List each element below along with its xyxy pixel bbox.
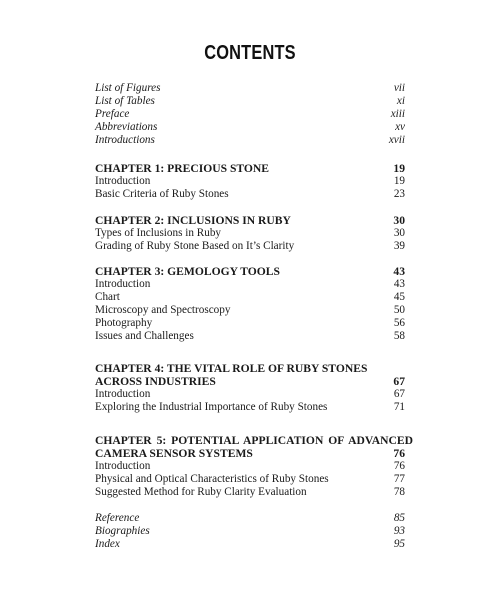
toc-entry-label: Grading of Ruby Stone Based on It’s Clarity — [95, 240, 295, 253]
toc-entry — [95, 317, 405, 330]
toc-entry-page: 45 — [393, 291, 405, 304]
toc-entry-label: Index — [95, 538, 120, 551]
toc-entry — [95, 240, 405, 253]
chapter-heading — [95, 162, 405, 175]
toc-entry — [95, 304, 405, 317]
toc-entry — [95, 121, 405, 134]
toc-entry-page: vii — [393, 82, 405, 94]
toc-entry-page: 85 — [393, 512, 405, 524]
toc-entry — [95, 486, 405, 499]
toc-entry-label: Basic Criteria of Ruby Stones — [95, 188, 229, 201]
toc-entry-label: Abbreviations — [95, 121, 158, 134]
toc-entry-page: 30 — [393, 227, 405, 240]
toc-entry-page: xiii — [390, 108, 405, 121]
chapter-page: 43 — [393, 265, 405, 278]
chapter-title: CHAPTER 4: THE VITAL ROLE OF RUBY STONES — [95, 362, 368, 375]
chapter-2-block — [95, 214, 405, 253]
chapter-heading-line-1 — [95, 362, 405, 375]
toc-entry-page: 71 — [393, 401, 405, 414]
toc-entry — [95, 388, 405, 401]
toc-entry-label: Biographies — [95, 525, 150, 538]
chapter-page: 19 — [393, 162, 405, 175]
toc-entry-label: Chart — [95, 291, 120, 304]
front-matter-list — [95, 82, 405, 147]
chapter-title: ACROSS INDUSTRIES — [95, 375, 216, 389]
chapter-heading — [95, 214, 405, 227]
toc-entry — [95, 401, 405, 414]
toc-entry — [95, 82, 405, 95]
toc-entry-page: 43 — [393, 278, 405, 291]
toc-entry — [95, 227, 405, 240]
toc-entry — [95, 330, 405, 343]
toc-entry — [95, 188, 405, 201]
chapter-4-block — [95, 362, 405, 414]
toc-entry-label: Photography — [95, 317, 153, 330]
chapter-title: CHAPTER 1: PRECIOUS STONE — [95, 162, 270, 175]
toc-entry-label: Suggested Method for Ruby Clarity Evaluation — [95, 486, 307, 499]
chapter-title: CHAPTER 2: INCLUSIONS IN RUBY — [95, 214, 291, 227]
chapter-heading — [95, 265, 405, 278]
toc-entry-page: 58 — [393, 330, 405, 343]
toc-entry-label: Introduction — [95, 460, 151, 473]
chapter-1-block — [95, 162, 405, 201]
page-title: CONTENTS — [204, 42, 296, 64]
toc-entry-page: 67 — [393, 388, 405, 401]
toc-entry-page: 93 — [393, 525, 405, 538]
toc-entry-page: 78 — [393, 486, 405, 499]
toc-entry — [95, 134, 405, 147]
chapter-page: 76 — [393, 447, 405, 461]
toc-entry-label: Exploring the Industrial Importance of Ruby Stones — [95, 401, 328, 414]
toc-entry-label: Reference — [95, 512, 140, 524]
toc-entry-page: 19 — [393, 175, 405, 188]
chapter-heading-line-2 — [95, 447, 405, 460]
chapter-title: CAMERA SENSOR SYSTEMS — [95, 447, 253, 461]
toc-entry-page: 50 — [393, 304, 405, 317]
toc-entry-page: 77 — [393, 473, 405, 486]
toc-entry-label: Types of Inclusions in Ruby — [95, 227, 222, 240]
toc-entry-page: 56 — [393, 317, 405, 330]
back-matter-list — [95, 512, 405, 551]
toc-entry — [95, 512, 405, 525]
toc-entry — [95, 473, 405, 486]
toc-entry-page: 95 — [393, 538, 405, 551]
toc-entry — [95, 525, 405, 538]
chapter-title: CHAPTER 3: GEMOLOGY TOOLS — [95, 265, 280, 278]
toc-entry — [95, 278, 405, 291]
toc-entry-label: Microscopy and Spectroscopy — [95, 304, 231, 317]
toc-entry-page: xv — [395, 121, 405, 134]
toc-entry-label: Physical and Optical Characteristics of Ruby Stones — [95, 473, 329, 486]
toc-entry-label: Introduction — [95, 278, 151, 291]
chapter-page: 67 — [393, 375, 405, 389]
toc-entry-label: Introduction — [95, 388, 151, 401]
toc-entry-label: Preface — [95, 108, 130, 121]
toc-entry-label: List of Figures — [95, 82, 161, 94]
toc-entry-page: xvii — [388, 134, 405, 147]
chapter-5-block — [95, 434, 413, 499]
toc-entry-page: 76 — [393, 460, 405, 473]
toc-entry — [95, 175, 405, 188]
toc-entry — [95, 460, 405, 473]
toc-entry-page: 39 — [393, 240, 405, 253]
toc-entry-label: Issues and Challenges — [95, 330, 194, 343]
chapter-heading-line-1: CHAPTER 5: POTENTIAL APPLICATION OF ADVANCED — [95, 434, 413, 447]
toc-entry — [95, 95, 405, 108]
toc-entry-page: 23 — [393, 188, 405, 201]
chapter-page: 30 — [393, 214, 405, 227]
chapter-3-block — [95, 265, 405, 344]
toc-entry-page: xi — [396, 95, 405, 108]
toc-entry — [95, 291, 405, 304]
toc-entry — [95, 538, 405, 551]
chapter-heading-line-2 — [95, 375, 405, 388]
toc-entry-label: List of Tables — [95, 95, 155, 108]
toc-entry — [95, 108, 405, 121]
toc-entry-label: Introductions — [95, 134, 155, 147]
toc-entry-label: Introduction — [95, 175, 151, 188]
